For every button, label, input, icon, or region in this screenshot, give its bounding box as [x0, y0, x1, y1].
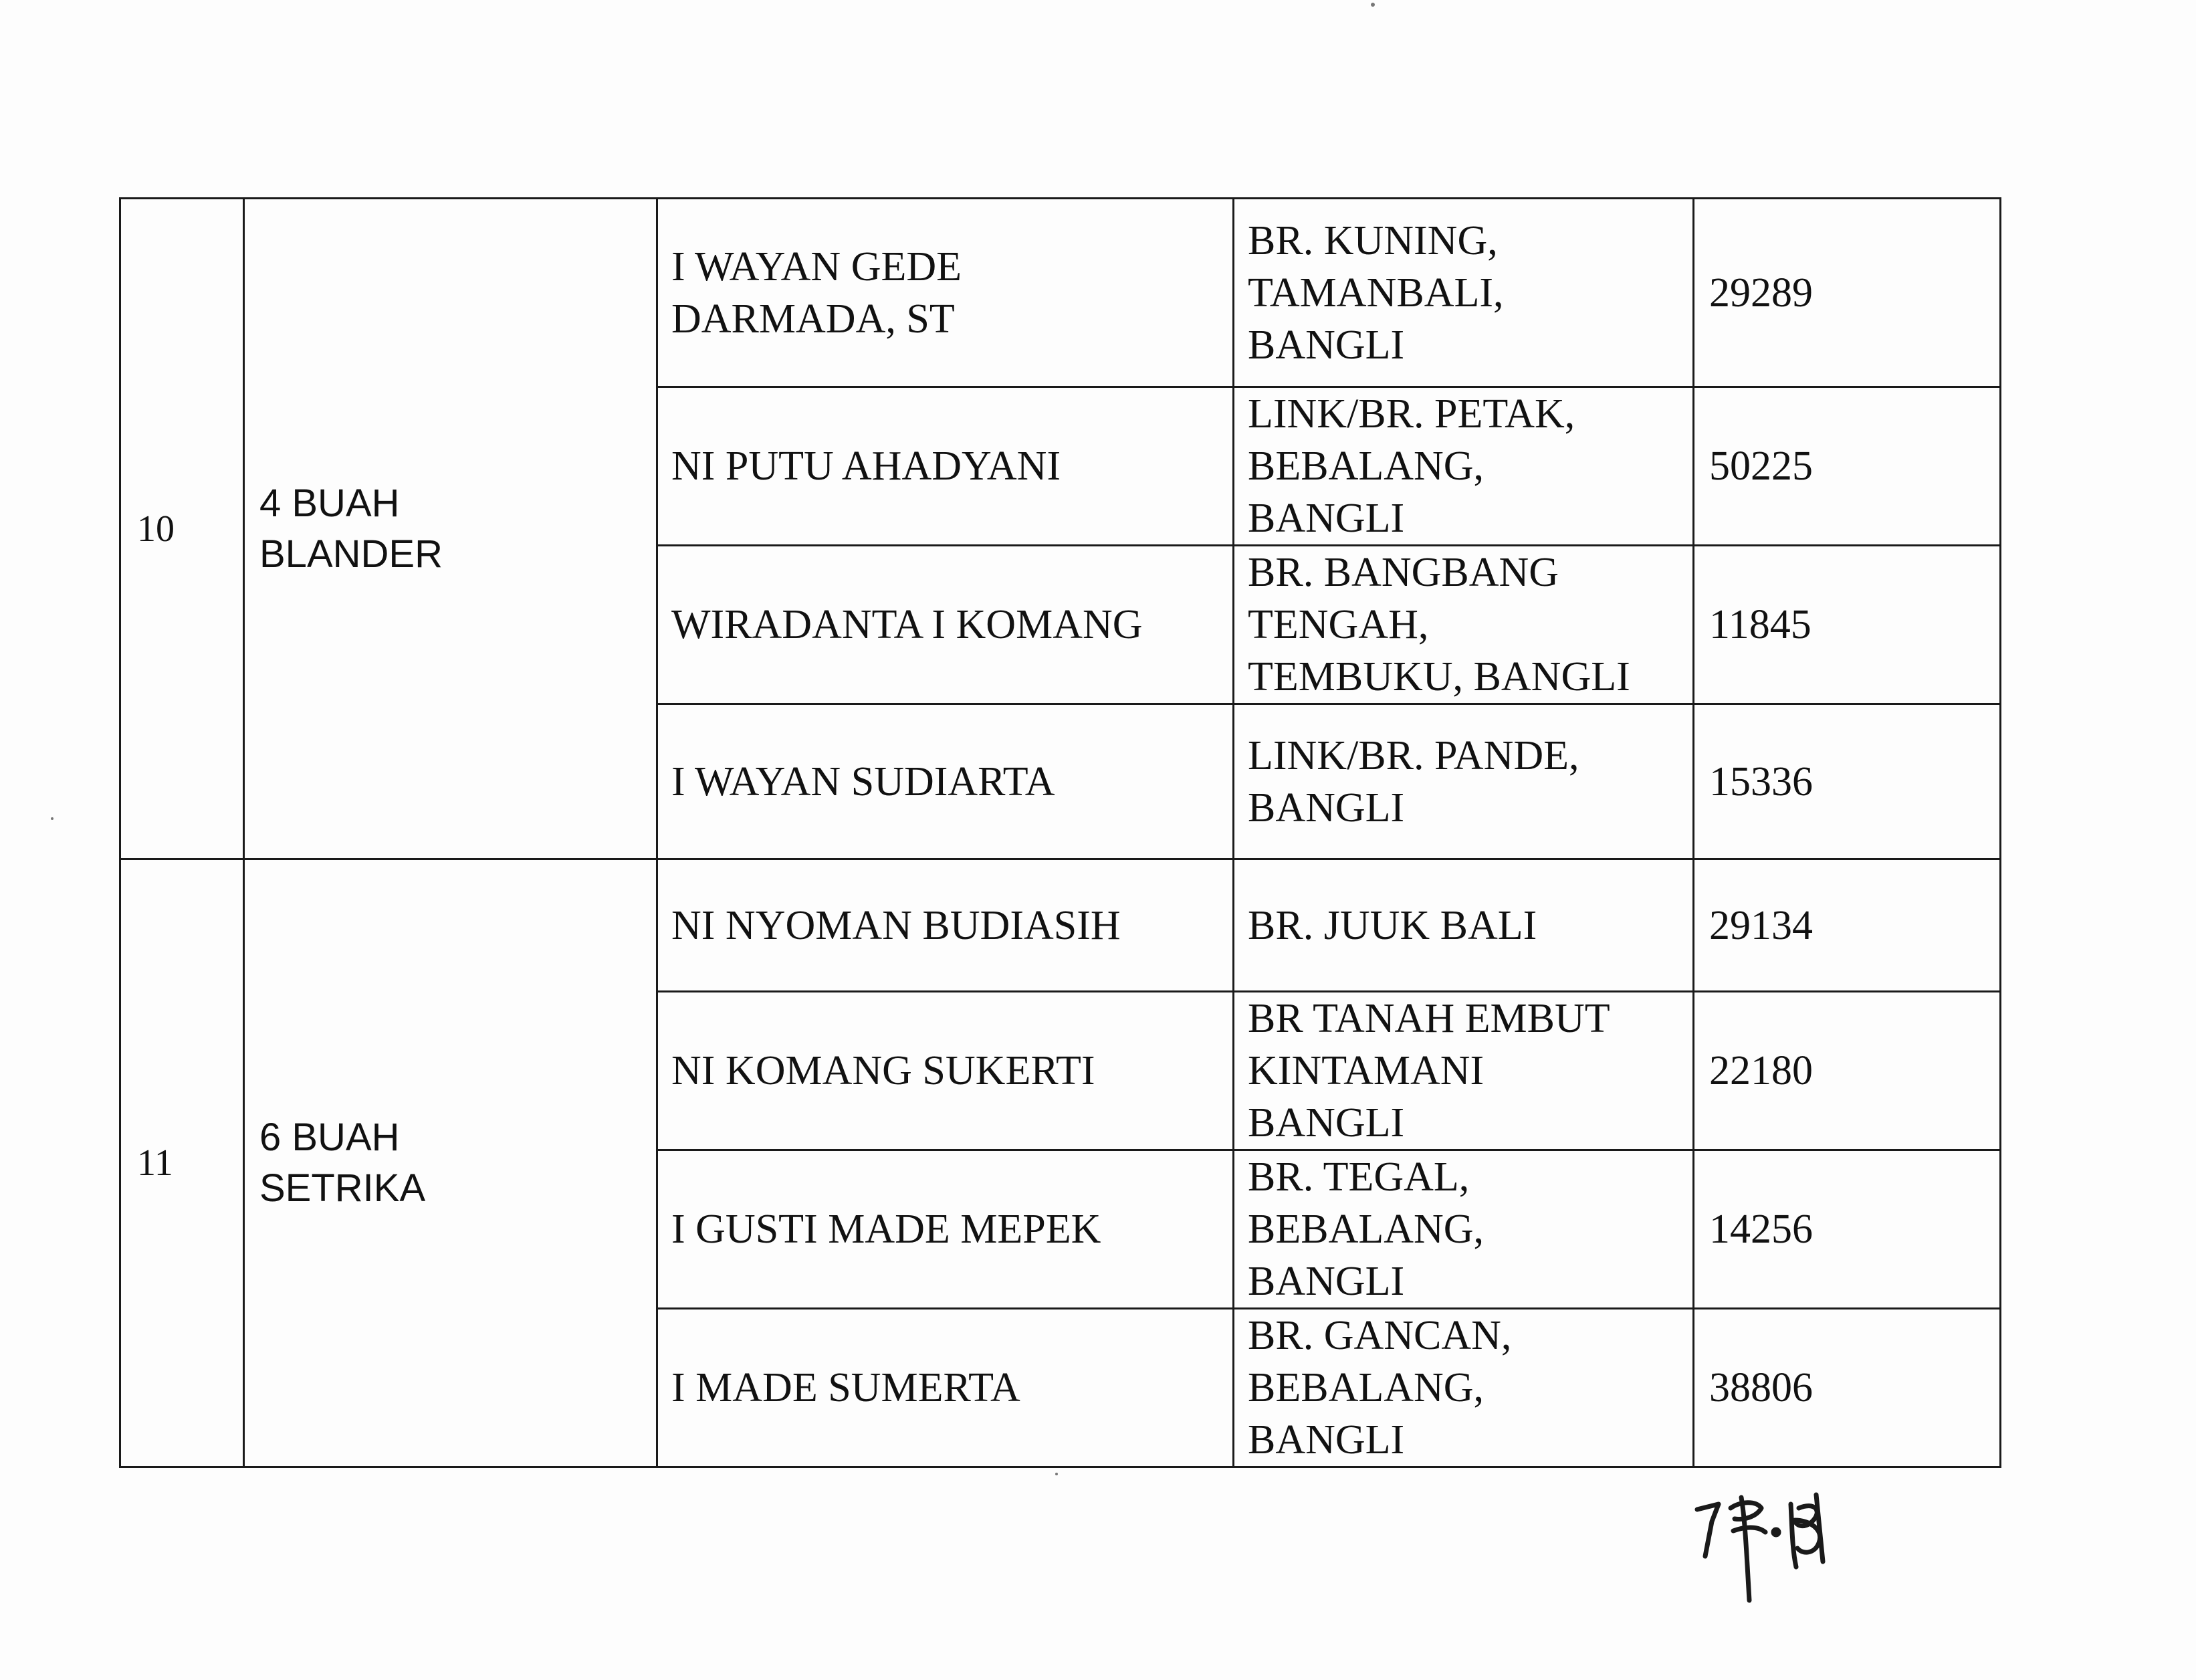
item-line: SETRIKA: [259, 1166, 426, 1210]
item-description: [244, 199, 657, 859]
name-line: NI PUTU AHADYANI: [671, 443, 1061, 489]
recipient-name: [657, 859, 1234, 992]
name-line: NI NYOMAN BUDIASIH: [671, 902, 1121, 948]
recipient-code: 11845: [1694, 546, 2001, 704]
address-line: LINK/BR. PANDE,: [1248, 732, 1579, 778]
name-line: DARMADA, ST: [671, 296, 955, 342]
recipient-code: 14256: [1694, 1150, 2001, 1309]
item-line: 4 BUAH: [259, 481, 400, 525]
address-line: KINTAMANI: [1248, 1048, 1485, 1093]
name-line: I WAYAN GEDE: [671, 243, 962, 290]
scan-speck: [1055, 1473, 1058, 1475]
address-line: BR. GANCAN,: [1248, 1313, 1512, 1358]
address-line: BANGLI: [1248, 496, 1405, 541]
recipient-name: [657, 387, 1234, 546]
recipient-name: [657, 199, 1234, 387]
recipient-address: [1234, 1150, 1694, 1309]
recipient-address: [1234, 546, 1694, 704]
recipient-code: 29134: [1694, 859, 2001, 992]
address-line: TEMBUKU, BANGLI: [1248, 654, 1630, 700]
name-line: I WAYAN SUDIARTA: [671, 758, 1055, 805]
address-line: BR. JUUK BALI: [1248, 902, 1537, 948]
address-line: BR. TEGAL,: [1248, 1154, 1470, 1200]
item-description: [244, 859, 657, 1467]
distribution-table: [119, 197, 2001, 1468]
recipient-name: [657, 992, 1234, 1150]
address-line: BR TANAH EMBUT: [1248, 996, 1610, 1041]
address-line: TENGAH,: [1248, 602, 1429, 647]
recipient-address: [1234, 859, 1694, 992]
address-line: BEBALANG,: [1248, 1365, 1485, 1410]
name-line: WIRADANTA I KOMANG: [671, 602, 1143, 647]
address-line: BR. BANGBANG: [1248, 550, 1559, 595]
table-row: [120, 859, 2001, 992]
recipient-name: [657, 1309, 1234, 1467]
handwritten-initials-icon: [1692, 1481, 1852, 1605]
group-number: 10: [120, 199, 244, 859]
table-row: [120, 199, 2001, 387]
address-line: BANGLI: [1248, 1100, 1405, 1146]
recipient-code: 22180: [1694, 992, 2001, 1150]
recipient-address: [1234, 704, 1694, 859]
recipient-code: 38806: [1694, 1309, 2001, 1467]
recipient-address: [1234, 1309, 1694, 1467]
recipient-name: [657, 704, 1234, 859]
recipient-address: [1234, 992, 1694, 1150]
scan-speck: [51, 817, 53, 820]
address-line: BEBALANG,: [1248, 443, 1485, 489]
recipient-code: 29289: [1694, 199, 2001, 387]
address-line: BANGLI: [1248, 784, 1405, 831]
name-line: I MADE SUMERTA: [671, 1365, 1020, 1410]
recipient-address: [1234, 387, 1694, 546]
name-line: NI KOMANG SUKERTI: [671, 1048, 1095, 1093]
address-line: BANGLI: [1248, 1417, 1405, 1463]
recipient-name: [657, 1150, 1234, 1309]
group-number: 11: [120, 859, 244, 1467]
address-line: BANGLI: [1248, 322, 1405, 368]
recipient-code: 50225: [1694, 387, 2001, 546]
name-line: I GUSTI MADE MEPEK: [671, 1206, 1101, 1252]
address-line: BANGLI: [1248, 1259, 1405, 1304]
recipient-address: [1234, 199, 1694, 387]
scan-speck: [1371, 3, 1375, 7]
address-line: BEBALANG,: [1248, 1206, 1485, 1252]
address-line: LINK/BR. PETAK,: [1248, 391, 1575, 437]
item-line: 6 BUAH: [259, 1116, 400, 1159]
recipient-code: 15336: [1694, 704, 2001, 859]
address-line: BR. KUNING,: [1248, 217, 1498, 264]
address-line: TAMANBALI,: [1248, 270, 1504, 316]
recipient-name: [657, 546, 1234, 704]
item-line: BLANDER: [259, 532, 443, 576]
